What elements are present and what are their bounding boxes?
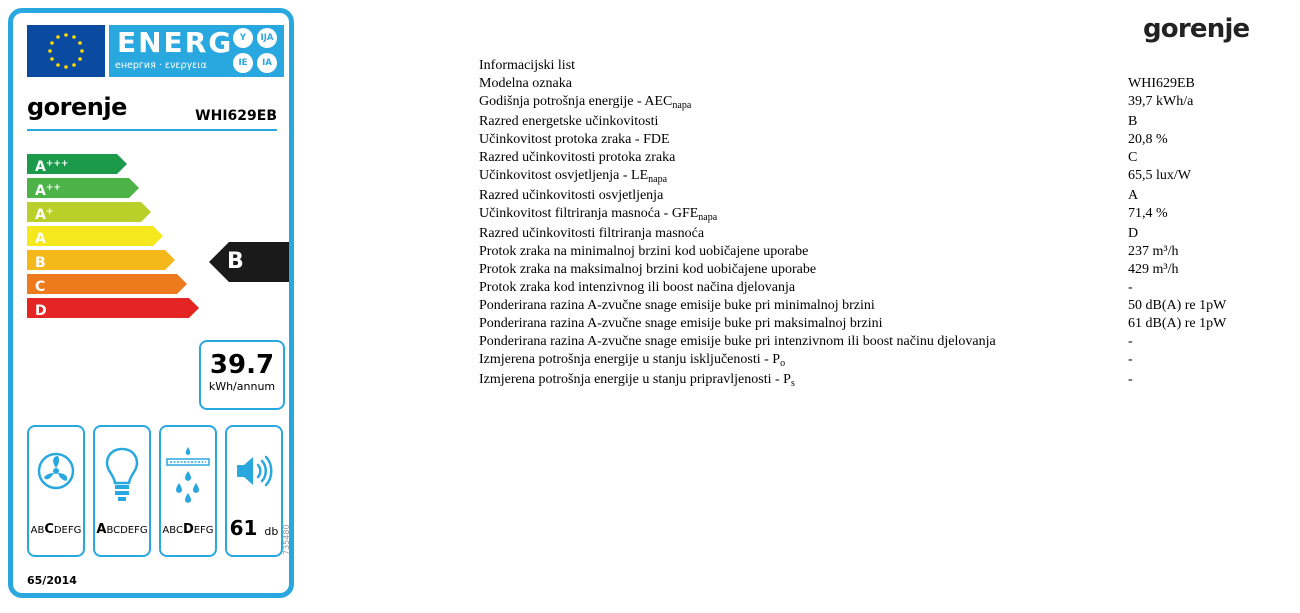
energy-scale-label: A+++ [35, 159, 69, 175]
sheet-row-value: 65,5 lux/W [1128, 168, 1191, 183]
sheet-row-label: Informacijski list [479, 58, 576, 73]
label-side-code: 735480 [282, 524, 291, 555]
energy-scale-arrow [27, 202, 151, 222]
sheet-row [479, 226, 1279, 244]
lang-code-ie: IE [233, 53, 253, 73]
sheet-row-label: Protok zraka na minimalnoj brzini kod uobičajene uporabe [479, 244, 809, 259]
sheet-row [479, 114, 1279, 132]
fan-icon [33, 443, 79, 507]
information-sheet [479, 58, 1279, 392]
lang-code-ia: IA [257, 53, 277, 73]
sheet-row [479, 206, 1279, 226]
sheet-row-value: - [1128, 280, 1133, 295]
sheet-row-label: Izmjerena potrošnja energije u stanju pripravljenosti - $P_s$ [479, 372, 795, 389]
sheet-row-label: Ponderirana razina A-zvučne snage emisije buke pri minimalnoj brzini [479, 298, 875, 313]
grease-filter-icon [165, 443, 211, 507]
consumption-box [199, 340, 285, 410]
sheet-row-label: Razred učinkovitosti osvjetljenja [479, 188, 664, 203]
lang-code-ija: IJA [257, 28, 277, 48]
consumption-value: 39.7 [209, 350, 275, 380]
sheet-row [479, 280, 1279, 298]
sheet-row [479, 262, 1279, 280]
sheet-row-label: Razred učinkovitosti filtriranja masnoća [479, 226, 705, 241]
sheet-row-value: WHI629EB [1128, 76, 1195, 91]
sheet-row [479, 316, 1279, 334]
grease-filter-class-box [159, 425, 217, 557]
fan-class-scale: ABCDEFG [30, 522, 82, 537]
energy-scale-label: B [35, 255, 46, 271]
energy-class-value: B [227, 249, 244, 274]
energy-scale-arrow [27, 226, 163, 246]
sheet-row-value: 50 dB(A) re 1pW [1128, 298, 1227, 313]
sheet-row [479, 76, 1279, 94]
sheet-row-label: Protok zraka kod intenzivnog ili boost načina djelovanja [479, 280, 796, 295]
sheet-row-value: 71,4 % [1128, 206, 1168, 221]
grease-filter-class-scale: ABCDEFG [162, 522, 214, 537]
energy-scale-arrow [27, 178, 139, 198]
light-class-box [93, 425, 151, 557]
brand-logo: gorenje [1143, 14, 1250, 44]
energy-class-marker [209, 242, 289, 282]
energy-scale-label: D [35, 303, 47, 319]
energy-subtitle: енергия · ενεργεια [115, 60, 207, 71]
sheet-row [479, 168, 1279, 188]
sheet-row-value: - [1128, 334, 1133, 349]
energy-scale-label: C [35, 279, 46, 295]
label-divider [27, 129, 277, 131]
sheet-row [479, 188, 1279, 206]
energy-scale-label: A+ [35, 207, 54, 223]
eu-flag-icon [27, 25, 105, 77]
sheet-row-label: Izmjerena potrošnja energije u stanju isključenosti - $P_o$ [479, 352, 786, 369]
sheet-row-value: - [1128, 372, 1133, 387]
energy-scale-label: A++ [35, 183, 61, 199]
light-class-scale: ABCDEFG [96, 522, 148, 537]
sheet-row-label: Učinkovitost osvjetljenja - $LE_{napa}$ [479, 168, 668, 185]
sheet-row-label: Ponderirana razina A-zvučne snage emisije buke pri maksimalnoj brzini [479, 316, 883, 331]
noise-unit: db [264, 525, 279, 538]
sheet-row-label: Modelna oznaka [479, 76, 572, 91]
sheet-row [479, 150, 1279, 168]
fan-class-box [27, 425, 85, 557]
sheet-row-value: B [1128, 114, 1138, 129]
energy-scale-label: A [35, 231, 46, 247]
energy-scale-arrow [27, 274, 187, 294]
lang-code-y: Y [233, 28, 253, 48]
sheet-row [479, 352, 1279, 372]
energy-word: ENERG [117, 26, 234, 59]
speaker-icon [231, 443, 277, 507]
sheet-row [479, 132, 1279, 150]
sheet-row-value: D [1128, 226, 1139, 241]
sheet-row-value: C [1128, 150, 1138, 165]
energy-scale-arrow [27, 154, 127, 174]
energy-header [109, 25, 284, 77]
label-model: WHI629EB [195, 108, 277, 124]
sheet-row [479, 334, 1279, 352]
sheet-row-label: Godišnja potrošnja energije - $AEC_{napa}$ [479, 94, 692, 111]
noise-value: 61 db [229, 516, 279, 540]
sheet-row-value: 61 dB(A) re 1pW [1128, 316, 1227, 331]
sheet-row-label: Učinkovitost protoka zraka - FDE [479, 132, 670, 147]
sheet-row-label: Protok zraka na maksimalnoj brzini kod uobičajene uporabe [479, 262, 817, 277]
sheet-row [479, 244, 1279, 262]
sheet-row [479, 58, 1279, 76]
energy-label [8, 8, 294, 598]
sheet-row-value: - [1128, 352, 1133, 367]
sheet-row [479, 298, 1279, 316]
regulation-number: 65/2014 [27, 574, 77, 587]
sheet-row-value: 237 m³/h [1128, 244, 1179, 259]
energy-scale-arrow [27, 298, 199, 318]
sheet-row-value: 429 m³/h [1128, 262, 1179, 277]
sheet-row-value: A [1128, 188, 1139, 203]
sheet-row-label: Ponderirana razina A-zvučne snage emisije buke pri intenzivnom ili boost načinu djelovanja [479, 334, 996, 349]
sheet-row-label: Razred učinkovitosti protoka zraka [479, 150, 676, 165]
sheet-row [479, 94, 1279, 114]
sheet-row-label: Učinkovitost filtriranja masnoća - $GFE_{napa}$ [479, 206, 718, 223]
sheet-row [479, 372, 1279, 392]
noise-box [225, 425, 283, 557]
light-bulb-icon [99, 443, 145, 507]
sheet-row-value: 20,8 % [1128, 132, 1168, 147]
energy-scale-arrow [27, 250, 175, 270]
sheet-row-label: Razred energetske učinkovitosti [479, 114, 659, 129]
consumption-unit: kWh/annum [208, 380, 276, 393]
sheet-row-value: 39,7 kWh/a [1128, 94, 1194, 109]
label-brand: gorenje [27, 93, 127, 121]
